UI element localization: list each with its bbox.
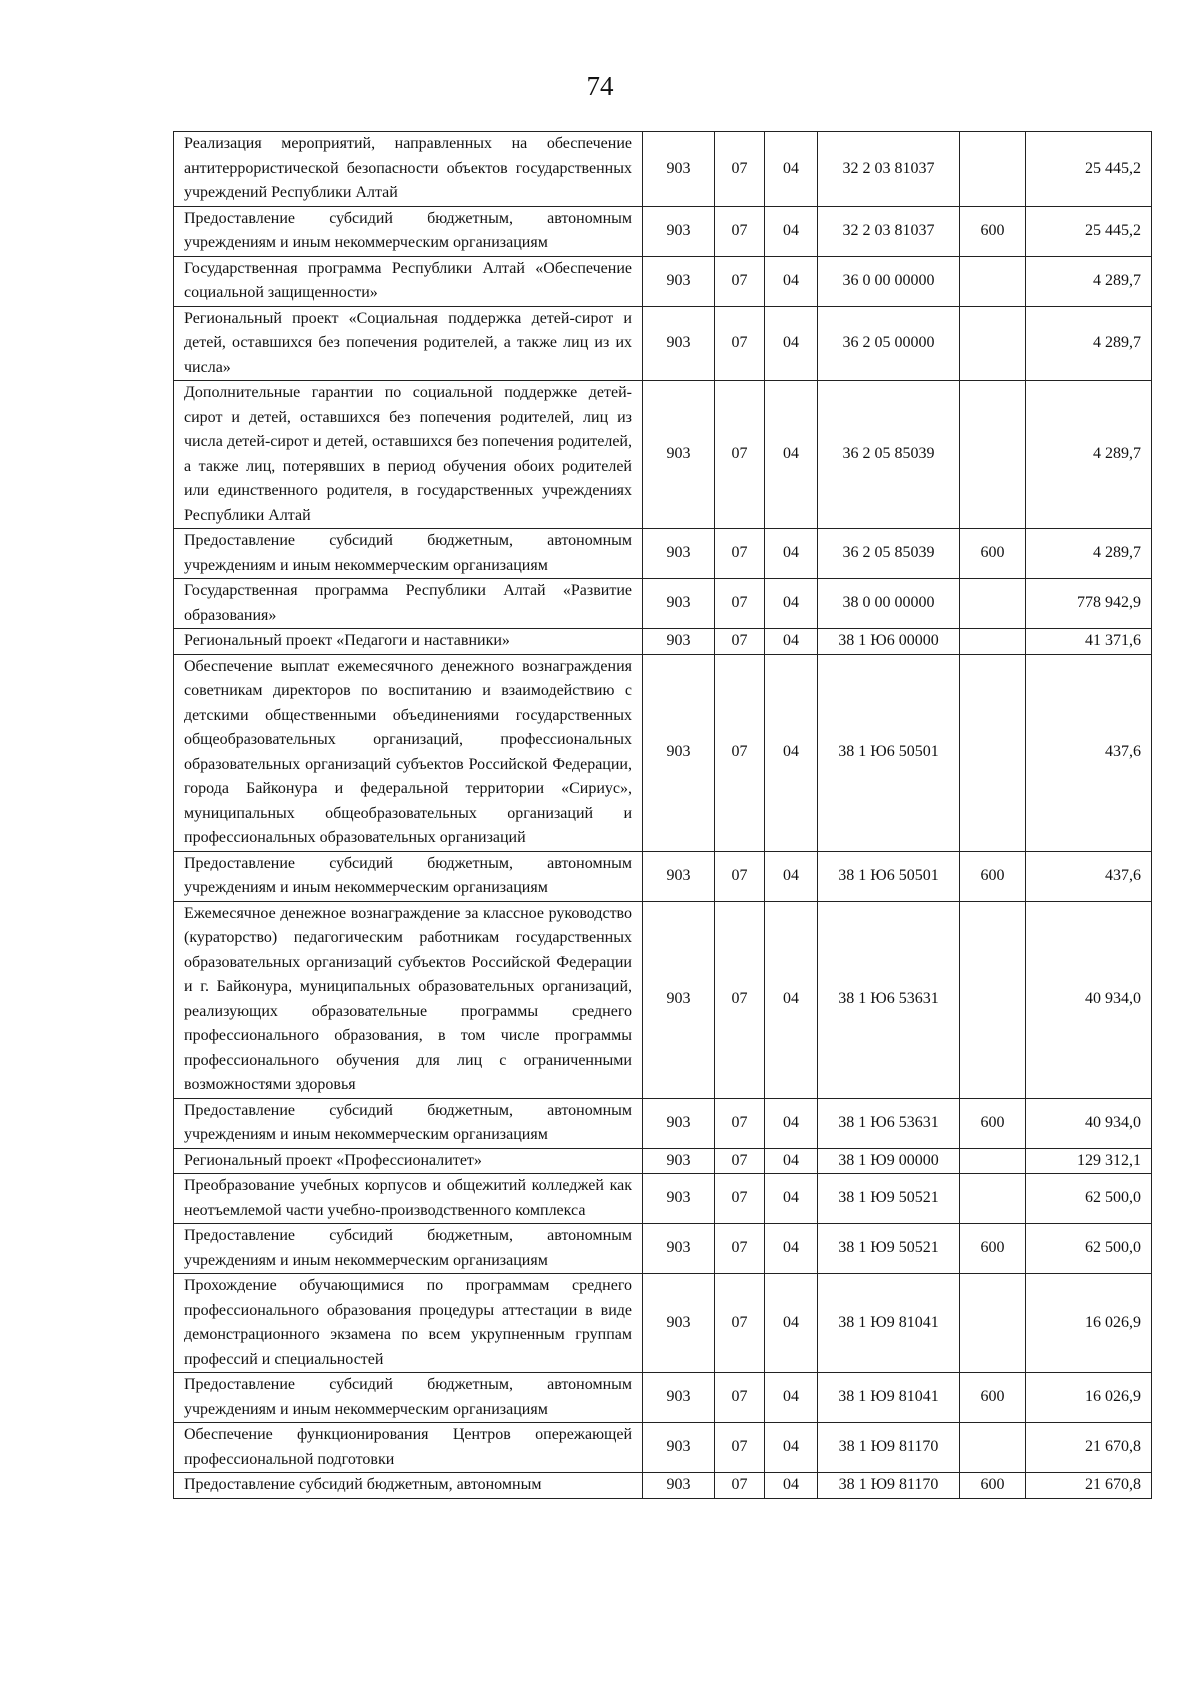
ministry-code: 903: [643, 1473, 715, 1499]
expense-type-code: [960, 1148, 1026, 1174]
target-article-code: 32 2 03 81037: [818, 206, 960, 256]
table-row: [174, 132, 1152, 207]
table-row: [174, 851, 1152, 901]
expense-type-code: 600: [960, 1224, 1026, 1274]
subsection-code: 04: [765, 654, 818, 851]
table-row: [174, 1274, 1152, 1373]
amount: 16 026,9: [1026, 1373, 1152, 1423]
expense-type-code: [960, 132, 1026, 207]
row-description: Обеспечение функционирования Центров опережающей профессиональной подготовки: [174, 1423, 643, 1473]
expense-type-code: [960, 256, 1026, 306]
expense-type-code: 600: [960, 1473, 1026, 1499]
expense-type-code: 600: [960, 1373, 1026, 1423]
row-description: Реализация мероприятий, направленных на обеспечение антитеррористической безопасности объектов государственных учреждений Республики Алтай: [174, 132, 643, 207]
subsection-code: 04: [765, 1274, 818, 1373]
section-code: 07: [715, 1224, 765, 1274]
row-description: Предоставление субсидий бюджетным, автономным учреждениям и иным некоммерческим организациям: [174, 529, 643, 579]
target-article-code: 38 1 Ю9 50521: [818, 1224, 960, 1274]
target-article-code: 36 2 05 85039: [818, 381, 960, 529]
table-row: [174, 654, 1152, 851]
ministry-code: 903: [643, 206, 715, 256]
amount: 40 934,0: [1026, 901, 1152, 1098]
section-code: 07: [715, 132, 765, 207]
amount: 41 371,6: [1026, 629, 1152, 655]
table-row: [174, 1148, 1152, 1174]
table-row: [174, 256, 1152, 306]
ministry-code: 903: [643, 1174, 715, 1224]
target-article-code: 38 1 Ю6 00000: [818, 629, 960, 655]
row-description: Региональный проект «Педагоги и наставники»: [174, 629, 643, 655]
ministry-code: 903: [643, 901, 715, 1098]
section-code: 07: [715, 654, 765, 851]
row-description: Предоставление субсидий бюджетным, автономным учреждениям и иным некоммерческим организациям: [174, 1373, 643, 1423]
ministry-code: 903: [643, 1148, 715, 1174]
row-description: Государственная программа Республики Алтай «Обеспечение социальной защищенности»: [174, 256, 643, 306]
subsection-code: 04: [765, 306, 818, 381]
target-article-code: 38 1 Ю9 50521: [818, 1174, 960, 1224]
subsection-code: 04: [765, 381, 818, 529]
section-code: 07: [715, 306, 765, 381]
amount: 129 312,1: [1026, 1148, 1152, 1174]
amount: 778 942,9: [1026, 579, 1152, 629]
section-code: 07: [715, 851, 765, 901]
target-article-code: 36 2 05 85039: [818, 529, 960, 579]
row-description: Предоставление субсидий бюджетным, автономным учреждениям и иным некоммерческим организациям: [174, 1098, 643, 1148]
table-row: [174, 629, 1152, 655]
table-row: [174, 1373, 1152, 1423]
target-article-code: 38 1 Ю9 81170: [818, 1423, 960, 1473]
row-description: Предоставление субсидий бюджетным, автономным учреждениям и иным некоммерческим организациям: [174, 1224, 643, 1274]
table-row: [174, 1224, 1152, 1274]
row-description: Обеспечение выплат ежемесячного денежного вознаграждения советникам директоров по воспитанию и взаимодействию с детскими общественными объединениями государственных общеобразовательных организаций, профессиональных образовательных организаций субъектов Российской Федерации, города Байконура и федеральной территории «Сириус», муниципальных общеобразовательных организаций и профессиональных образовательных организаций: [174, 654, 643, 851]
section-code: 07: [715, 579, 765, 629]
ministry-code: 903: [643, 1274, 715, 1373]
target-article-code: 36 0 00 00000: [818, 256, 960, 306]
row-description: Предоставление субсидий бюджетным, автономным учреждениям и иным некоммерческим организациям: [174, 851, 643, 901]
ministry-code: 903: [643, 1098, 715, 1148]
amount: 437,6: [1026, 654, 1152, 851]
amount: 21 670,8: [1026, 1423, 1152, 1473]
target-article-code: 38 1 Ю9 81041: [818, 1274, 960, 1373]
amount: 437,6: [1026, 851, 1152, 901]
expense-type-code: 600: [960, 529, 1026, 579]
section-code: 07: [715, 629, 765, 655]
expense-type-code: [960, 306, 1026, 381]
target-article-code: 32 2 03 81037: [818, 132, 960, 207]
table-row: [174, 206, 1152, 256]
row-description: Дополнительные гарантии по социальной поддержке детей-сирот и детей, оставшихся без попечения родителей, лиц из числа детей-сирот и детей, оставшихся без попечения родителей, а также лиц, потерявших в период обучения обоих родителей или единственного родителя, в государственных учреждениях Республики Алтай: [174, 381, 643, 529]
expense-type-code: [960, 901, 1026, 1098]
table-row: [174, 306, 1152, 381]
subsection-code: 04: [765, 1373, 818, 1423]
row-description: Предоставление субсидий бюджетным, автономным учреждениям и иным некоммерческим организациям: [174, 206, 643, 256]
expense-type-code: [960, 1174, 1026, 1224]
target-article-code: 38 1 Ю9 81170: [818, 1473, 960, 1499]
amount: 4 289,7: [1026, 529, 1152, 579]
ministry-code: 903: [643, 1224, 715, 1274]
row-description: Ежемесячное денежное вознаграждение за классное руководство (кураторство) педагогическим работникам государственных образовательных организаций субъектов Российской Федерации и г. Байконура, муниципальных образовательных организаций, реализующих образовательные программы среднего профессионального образования, в том числе программы профессионального обучения для лиц с ограниченными возможностями здоровья: [174, 901, 643, 1098]
ministry-code: 903: [643, 851, 715, 901]
ministry-code: 903: [643, 654, 715, 851]
amount: 40 934,0: [1026, 1098, 1152, 1148]
expense-type-code: 600: [960, 206, 1026, 256]
ministry-code: 903: [643, 529, 715, 579]
table-row: [174, 901, 1152, 1098]
subsection-code: 04: [765, 529, 818, 579]
ministry-code: 903: [643, 132, 715, 207]
page-number: 74: [586, 71, 614, 101]
subsection-code: 04: [765, 1148, 818, 1174]
expense-type-code: [960, 1274, 1026, 1373]
amount: 4 289,7: [1026, 306, 1152, 381]
section-code: 07: [715, 529, 765, 579]
amount: 4 289,7: [1026, 381, 1152, 529]
section-code: 07: [715, 381, 765, 529]
target-article-code: 38 1 Ю6 50501: [818, 851, 960, 901]
expense-type-code: [960, 1423, 1026, 1473]
target-article-code: 38 1 Ю9 81041: [818, 1373, 960, 1423]
subsection-code: 04: [765, 629, 818, 655]
expense-type-code: 600: [960, 851, 1026, 901]
table-row: [174, 1473, 1152, 1499]
subsection-code: 04: [765, 851, 818, 901]
ministry-code: 903: [643, 381, 715, 529]
row-description: Преобразование учебных корпусов и общежитий колледжей как неотъемлемой части учебно-производственного комплекса: [174, 1174, 643, 1224]
subsection-code: 04: [765, 256, 818, 306]
amount: 25 445,2: [1026, 206, 1152, 256]
target-article-code: 38 1 Ю6 53631: [818, 901, 960, 1098]
amount: 4 289,7: [1026, 256, 1152, 306]
subsection-code: 04: [765, 901, 818, 1098]
subsection-code: 04: [765, 1224, 818, 1274]
subsection-code: 04: [765, 1174, 818, 1224]
expense-type-code: [960, 629, 1026, 655]
row-description: Региональный проект «Социальная поддержка детей-сирот и детей, оставшихся без попечения родителей, а также лиц из их числа»: [174, 306, 643, 381]
section-code: 07: [715, 1148, 765, 1174]
table-body: [174, 132, 1152, 1499]
subsection-code: 04: [765, 579, 818, 629]
target-article-code: 38 1 Ю6 53631: [818, 1098, 960, 1148]
row-description: Предоставление субсидий бюджетным, автономным: [174, 1473, 643, 1499]
subsection-code: 04: [765, 206, 818, 256]
section-code: 07: [715, 1098, 765, 1148]
section-code: 07: [715, 1174, 765, 1224]
table-row: [174, 1098, 1152, 1148]
section-code: 07: [715, 1423, 765, 1473]
expense-type-code: [960, 654, 1026, 851]
section-code: 07: [715, 1473, 765, 1499]
row-description: Региональный проект «Профессионалитет»: [174, 1148, 643, 1174]
row-description: Прохождение обучающимися по программам среднего профессионального образования процедуры аттестации в виде демонстрационного экзамена по всем укрупненным группам профессий и специальностей: [174, 1274, 643, 1373]
target-article-code: 38 1 Ю6 50501: [818, 654, 960, 851]
section-code: 07: [715, 1373, 765, 1423]
subsection-code: 04: [765, 1473, 818, 1499]
table-row: [174, 1174, 1152, 1224]
table-row: [174, 529, 1152, 579]
expense-type-code: [960, 579, 1026, 629]
amount: 16 026,9: [1026, 1274, 1152, 1373]
ministry-code: 903: [643, 629, 715, 655]
target-article-code: 38 0 00 00000: [818, 579, 960, 629]
budget-table: [173, 131, 1152, 1499]
amount: 21 670,8: [1026, 1473, 1152, 1499]
ministry-code: 903: [643, 1423, 715, 1473]
section-code: 07: [715, 1274, 765, 1373]
amount: 62 500,0: [1026, 1174, 1152, 1224]
table-row: [174, 1423, 1152, 1473]
table-row: [174, 381, 1152, 529]
ministry-code: 903: [643, 256, 715, 306]
subsection-code: 04: [765, 1098, 818, 1148]
subsection-code: 04: [765, 132, 818, 207]
amount: 62 500,0: [1026, 1224, 1152, 1274]
expense-type-code: 600: [960, 1098, 1026, 1148]
expense-type-code: [960, 381, 1026, 529]
ministry-code: 903: [643, 579, 715, 629]
ministry-code: 903: [643, 306, 715, 381]
subsection-code: 04: [765, 1423, 818, 1473]
section-code: 07: [715, 901, 765, 1098]
amount: 25 445,2: [1026, 132, 1152, 207]
table-row: [174, 579, 1152, 629]
target-article-code: 38 1 Ю9 00000: [818, 1148, 960, 1174]
ministry-code: 903: [643, 1373, 715, 1423]
section-code: 07: [715, 256, 765, 306]
row-description: Государственная программа Республики Алтай «Развитие образования»: [174, 579, 643, 629]
section-code: 07: [715, 206, 765, 256]
target-article-code: 36 2 05 00000: [818, 306, 960, 381]
